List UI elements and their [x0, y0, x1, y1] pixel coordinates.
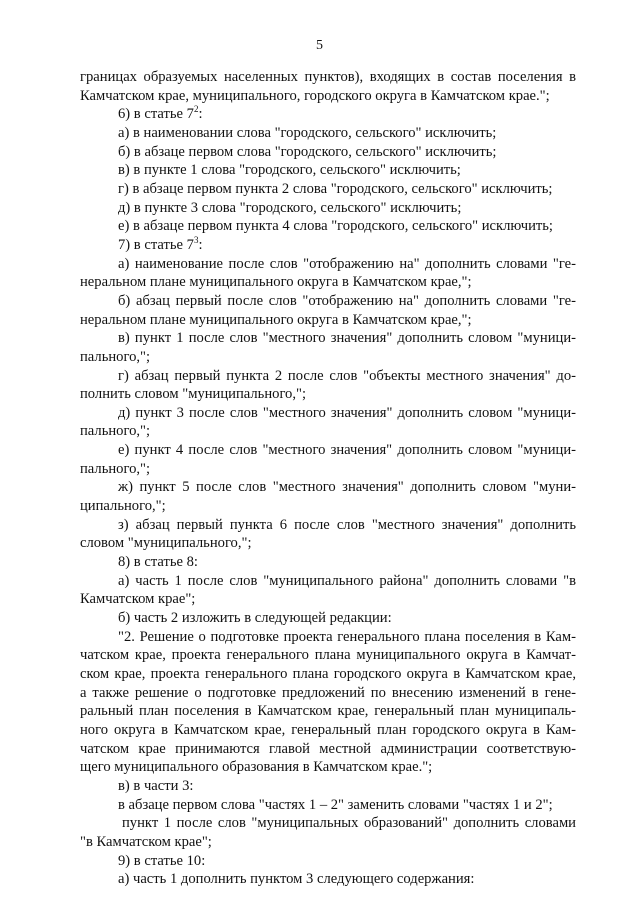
text-line-content: пункт 1 после слов "муниципальных образований" дополнить словами	[122, 815, 576, 832]
document-body	[80, 68, 576, 889]
text-line	[80, 852, 576, 871]
text-line-content: в) пункт 1 после слов "местного значения" дополнить словом "муници-	[118, 330, 576, 347]
text-line	[80, 721, 576, 740]
text-line-content: з) абзац первый пункта 6 после слов "местного значения" дополнить	[118, 516, 576, 533]
text-line-tail: :	[198, 236, 203, 253]
text-line-content: полнить словом "муниципального,";	[80, 386, 307, 403]
text-line	[80, 422, 576, 441]
text-line	[80, 199, 576, 218]
text-line-content: щего муниципального образования в Камчатском крае.";	[80, 759, 433, 776]
text-line-content: а) часть 1 после слов "муниципального района" дополнить словами "в	[118, 572, 576, 589]
text-line-content: а также решение о подготовке предложений по внесению изменений в гене-	[80, 684, 576, 701]
text-line-content: словом "муниципального,";	[80, 535, 252, 552]
text-line	[80, 161, 576, 180]
text-line	[80, 553, 576, 572]
text-line	[80, 702, 576, 721]
text-line-content: б) в абзаце первом слова "городского, сельского" исключить;	[118, 143, 497, 160]
text-line	[80, 590, 576, 609]
text-line-content: "2. Решение о подготовке проекта генерального плана поселения в Кам-	[118, 628, 576, 645]
text-line	[80, 292, 576, 311]
text-line-content: границах образуемых населенных пунктов), входящих в состав поселения в	[80, 69, 576, 85]
text-line	[80, 404, 576, 423]
text-line-content: г) абзац первый пункта 2 после слов "объекты местного значения" до-	[118, 367, 576, 384]
text-line	[80, 143, 576, 162]
superscript: 3	[193, 234, 199, 245]
text-line-content: в абзаце первом слова "частях 1 – 2" заменить словами "частях 1 и 2";	[118, 796, 553, 813]
text-line-content: б) абзац первый после слов "отображению на" дополнить словами "ге-	[118, 292, 576, 309]
text-line	[80, 777, 576, 796]
superscript: 2	[193, 104, 199, 115]
text-line-content: Камчатском крае";	[80, 591, 196, 608]
text-line	[80, 684, 576, 703]
text-line	[80, 814, 576, 833]
text-line-content: а) часть 1 дополнить пунктом 3 следующего содержания:	[118, 871, 475, 888]
text-line-content: 7) в статье 7	[118, 236, 194, 253]
text-line-content: "в Камчатском крае";	[80, 833, 212, 850]
text-line	[80, 460, 576, 479]
text-line-content: 8) в статье 8:	[118, 554, 198, 571]
text-line	[80, 870, 576, 889]
text-line-content: пального,";	[80, 423, 151, 440]
text-line	[80, 478, 576, 497]
text-line	[80, 367, 576, 386]
text-line-content: д) в пункте 3 слова "городского, сельского" исключить;	[118, 199, 462, 216]
text-line	[80, 497, 576, 516]
text-line	[80, 348, 576, 367]
text-line-content: ском крае, проекта генерального плана городского округа в Камчатском крае,	[80, 666, 576, 682]
text-line	[80, 311, 576, 330]
text-line-content: ж) пункт 5 после слов "местного значения" дополнить словом "муни-	[118, 479, 576, 496]
text-line-content: г) в абзаце первом пункта 2 слова "городского, сельского" исключить;	[118, 180, 553, 197]
text-line	[80, 740, 576, 759]
text-line-content: чатском крае принимаются главой местной администрации соответствую-	[80, 740, 576, 757]
text-line	[80, 441, 576, 460]
text-line-content: е) в абзаце первом пункта 4 слова "городского, сельского" исключить;	[118, 218, 553, 235]
text-line	[80, 217, 576, 236]
text-line-content: чатском крае, проекта генерального плана муниципального округа в Камчат-	[80, 647, 576, 664]
text-line	[80, 628, 576, 647]
text-line-content: е) пункт 4 после слов "местного значения" дополнить словом "муници-	[118, 442, 576, 459]
text-line	[80, 124, 576, 143]
text-line	[80, 665, 576, 684]
text-line	[80, 609, 576, 628]
text-line-content: а) в наименовании слова "городского, сельского" исключить;	[118, 124, 497, 141]
text-line-content: пального,";	[80, 460, 151, 477]
text-line-content: б) часть 2 изложить в следующей редакции:	[118, 610, 392, 627]
text-line	[80, 758, 576, 777]
text-line	[80, 68, 576, 87]
text-line-content: пального,";	[80, 348, 151, 365]
text-line	[80, 329, 576, 348]
text-line-tail: :	[198, 106, 203, 123]
text-line	[80, 255, 576, 274]
text-line-content: 9) в статье 10:	[118, 852, 206, 869]
text-line	[80, 516, 576, 535]
text-line-content: д) пункт 3 после слов "местного значения" дополнить словом "муници-	[118, 404, 576, 421]
text-line-content: ного округа в Камчатском крае, генеральный план городского округа в Кам-	[80, 721, 576, 738]
text-line	[80, 646, 576, 665]
text-line	[80, 534, 576, 553]
text-line	[80, 833, 576, 852]
text-line	[80, 796, 576, 815]
text-line-content: неральном плане муниципального округа в Камчатском крае,";	[80, 311, 472, 328]
text-line	[80, 87, 576, 106]
text-line-content: неральном плане муниципального округа в Камчатском крае,";	[80, 274, 472, 291]
text-line	[80, 180, 576, 199]
text-line-content: в) в пункте 1 слова "городского, сельского" исключить;	[118, 162, 461, 179]
text-line	[80, 572, 576, 591]
text-line-content: 6) в статье 7	[118, 106, 194, 123]
text-line	[80, 105, 576, 124]
text-line-content: ципального,";	[80, 498, 166, 515]
text-line-content: ральный план поселения в Камчатском крае, генеральный план муниципаль-	[80, 703, 576, 720]
page-number: 5	[316, 38, 323, 53]
text-line-content: в) в части 3:	[118, 777, 194, 794]
text-line	[80, 385, 576, 404]
text-line-content: а) наименование после слов "отображению на" дополнить словами "ге-	[118, 255, 576, 272]
text-line	[80, 273, 576, 292]
text-line	[80, 236, 576, 255]
text-line-content: Камчатском крае, муниципального, городского округа в Камчатском крае.";	[80, 87, 550, 104]
